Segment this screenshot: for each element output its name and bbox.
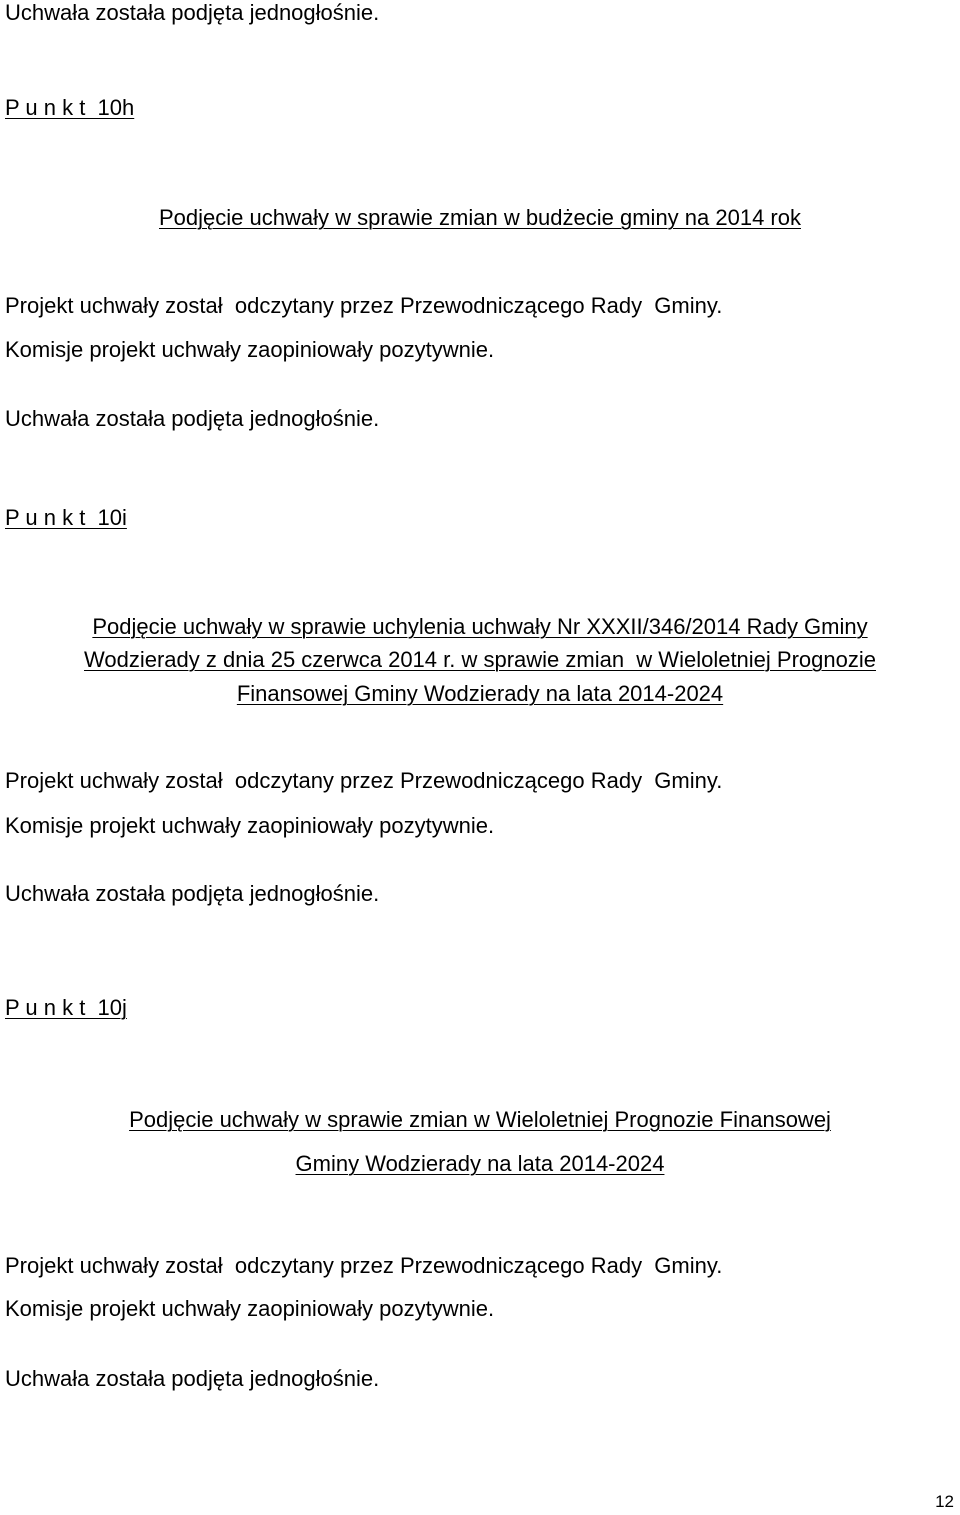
section-title-line: Podjęcie uchwały w sprawie zmian w budżecie gminy na 2014 rok bbox=[159, 205, 801, 230]
section-title-line: Finansowej Gminy Wodzierady na lata 2014-2024 bbox=[236, 681, 724, 706]
read-statement: Projekt uchwały został odczytany przez Przewodniczącego Rady Gminy. bbox=[5, 768, 723, 793]
section-title-10j bbox=[0, 1107, 960, 1133]
read-statement: Projekt uchwały został odczytany przez Przewodniczącego Rady Gminy. bbox=[5, 293, 723, 318]
section-title-line: Wodzierady z dnia 25 czerwca 2014 r. w sprawie zmian w Wieloletniej Prognozie bbox=[84, 647, 876, 672]
section-title-10h bbox=[0, 205, 960, 231]
section-title-10j bbox=[0, 1151, 960, 1177]
section-title-10i bbox=[0, 614, 960, 640]
section-title-10i bbox=[0, 681, 960, 707]
opinion-statement: Komisje projekt uchwały zaopiniowały pozytywnie. bbox=[5, 1296, 495, 1321]
section-heading-10h: P u n k t 10h bbox=[5, 95, 135, 120]
resolution-text: Uchwała została podjęta jednogłośnie. bbox=[5, 881, 380, 906]
resolution-text: Uchwała została podjęta jednogłośnie. bbox=[5, 1366, 380, 1391]
section-title-line: Podjęcie uchwały w sprawie zmian w Wieloletniej Prognozie Finansowej bbox=[129, 1107, 831, 1132]
section-title-line: Gminy Wodzierady na lata 2014-2024 bbox=[295, 1151, 665, 1176]
page-number: 12 bbox=[935, 1492, 954, 1511]
opinion-statement: Komisje projekt uchwały zaopiniowały pozytywnie. bbox=[5, 337, 495, 362]
section-title-line: Podjęcie uchwały w sprawie uchylenia uchwały Nr XXXII/346/2014 Rady Gminy bbox=[92, 614, 868, 639]
resolution-text: Uchwała została podjęta jednogłośnie. bbox=[5, 0, 380, 25]
read-statement: Projekt uchwały został odczytany przez Przewodniczącego Rady Gminy. bbox=[5, 1253, 723, 1278]
section-heading-10i: P u n k t 10i bbox=[5, 505, 127, 530]
section-title-10i bbox=[0, 647, 960, 673]
section-heading-10j: P u n k t 10j bbox=[5, 995, 127, 1020]
resolution-text: Uchwała została podjęta jednogłośnie. bbox=[5, 406, 380, 431]
opinion-statement: Komisje projekt uchwały zaopiniowały pozytywnie. bbox=[5, 813, 495, 838]
